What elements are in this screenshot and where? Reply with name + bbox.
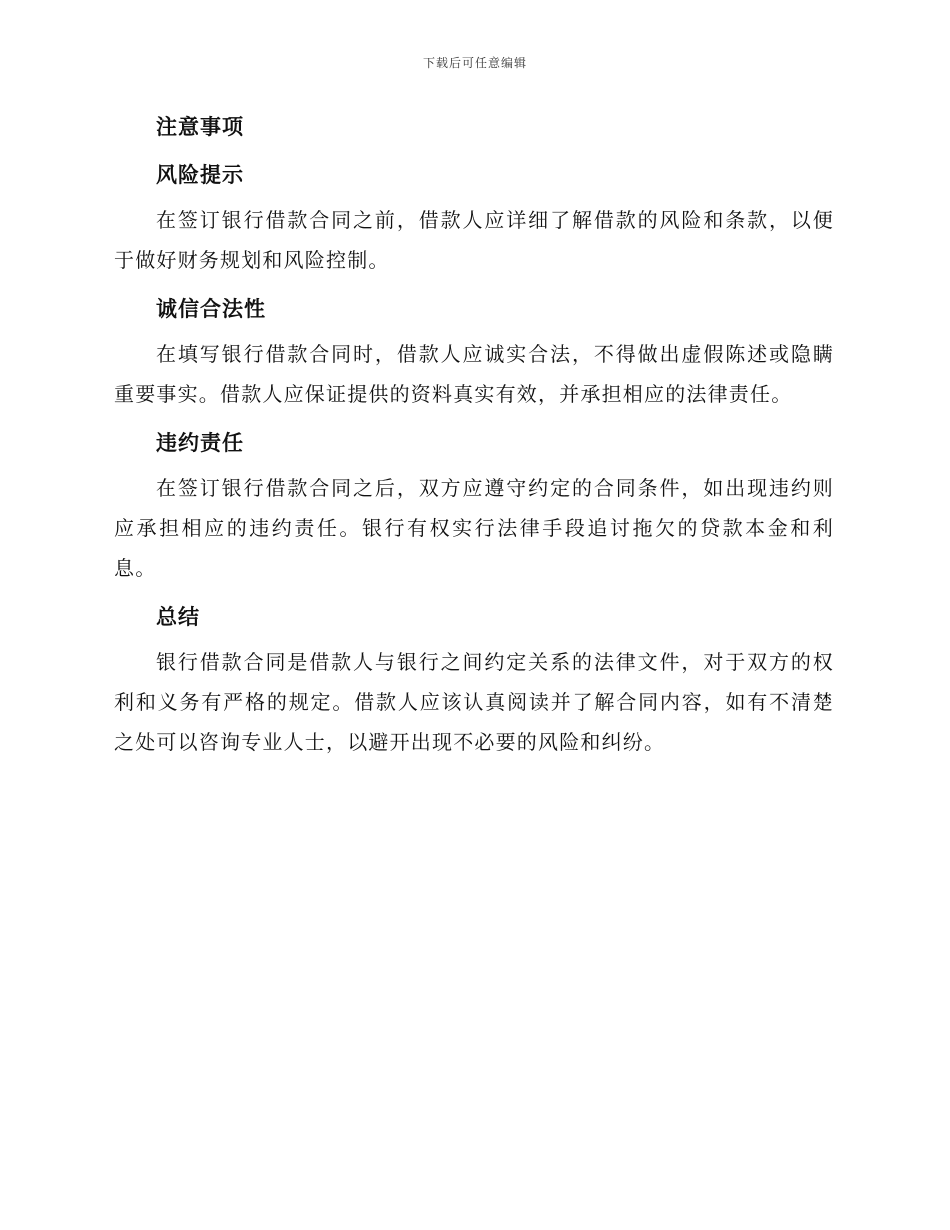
summary-heading: 总结: [156, 605, 200, 629]
integrity-heading: 诚信合法性: [156, 297, 266, 321]
document-body: [114, 108, 834, 762]
risk-heading: 风险提示: [156, 163, 244, 187]
notes-heading: 注意事项: [156, 115, 244, 139]
risk-paragraph: 在签订银行借款合同之前，借款人应详细了解借款的风险和条款，以便于做好财务规划和风险控制。: [114, 208, 834, 272]
breach-paragraph: 在签订银行借款合同之后，双方应遵守约定的合同条件，如出现违约则应承担相应的违约责任。银行有权实行法律手段追讨拖欠的贷款本金和利息。: [114, 476, 834, 580]
page-header-note: 下载后可任意编辑: [422, 56, 527, 70]
integrity-paragraph: 在填写银行借款合同时，借款人应诚实合法，不得做出虚假陈述或隐瞒重要事实。借款人应保证提供的资料真实有效，并承担相应的法律责任。: [114, 342, 834, 406]
breach-heading: 违约责任: [156, 431, 244, 455]
summary-paragraph: 银行借款合同是借款人与银行之间约定关系的法律文件，对于双方的权利和义务有严格的规定。借款人应该认真阅读并了解合同内容，如有不清楚之处可以咨询专业人士，以避开出现不必要的风险和纠纷。: [114, 650, 834, 754]
